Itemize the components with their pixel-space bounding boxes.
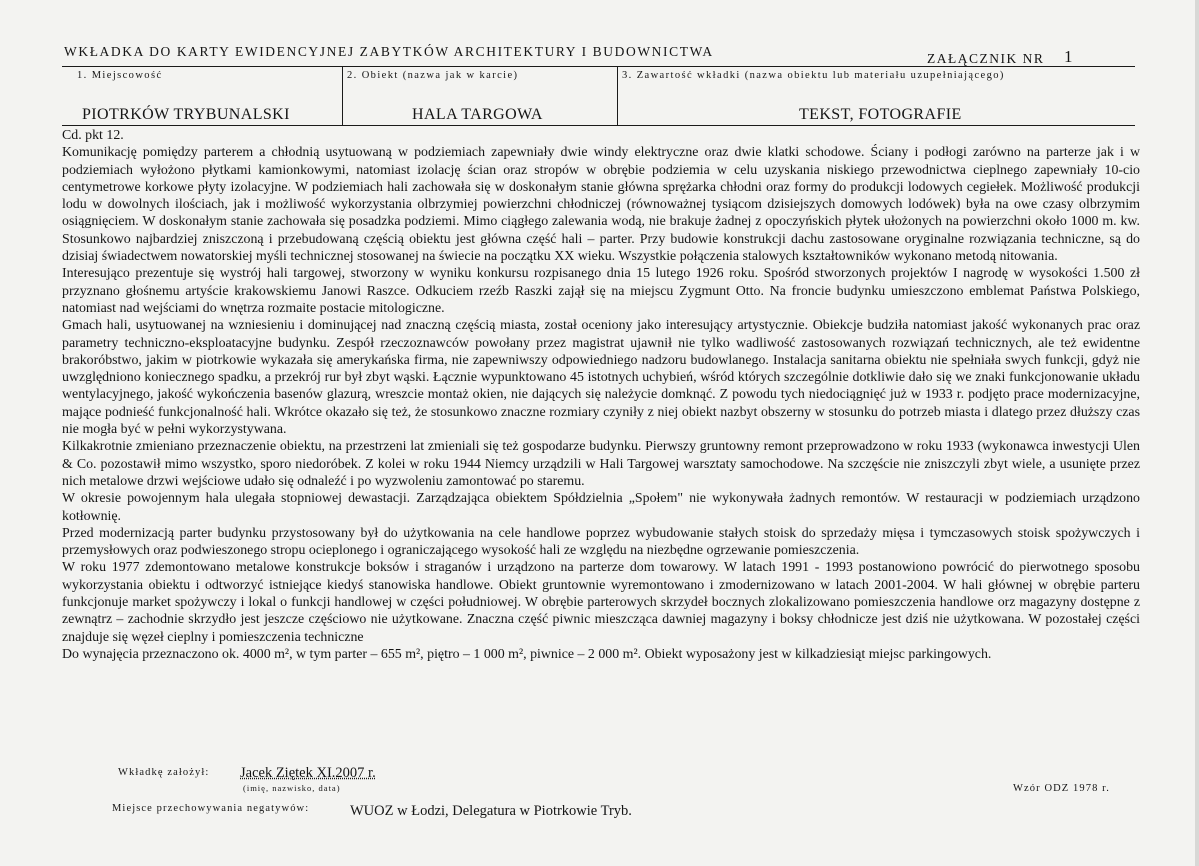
- annex-number: 1: [1064, 47, 1073, 66]
- paragraph: Interesująco prezentuje się wystrój hali targowej, stworzony w wyniku konkursu rozpisanego dnia 15 lutego 1926 roku. Spośród stworzonych projektów I nagrodę w wysokości 1.500 zł przyznano głośnemu artyście krakowskiemu Janowi Raszce. Odkuciem rzeźb Raszki zajął się na miejscu Zygmunt Otto. Na froncie budynku umieszczono emblemat Państwa Polskiego, natomiast nad wejściami do wnętrza rozmaite postacie mitologiczne.: [62, 266, 1140, 316]
- paragraph: Cd. pkt 12.: [62, 128, 124, 143]
- paragraph: Gmach hali, usytuowanej na wzniesieniu i dominującej nad znaczną częścią miasta, został oceniony jako interesujący artystycznie. Obiekcje budziła natomiast jakość wykonanych prac oraz parametry techniczno-eksploatacyjne budynku. Zespół rzeczoznawców powołany przez magistrat ujawnił nie tylko wadliwość zastosowanych rozwiązań technicznych, ale też ewidentne brakoróbstwo, jakim w piotrkowie wykazała się amerykańska firma, nie zapewniwszy odpowiedniego nadzoru budowlanego. Instalacja sanitarna obiektu nie spełniała swych funkcji, gdyż nie uwzględniono koniecznego spadku, a przekrój rur był zbyt wąski. Łącznie wypunktowano 45 istotnych uchybień, wśród których szczególnie dotkliwie dało się we znaki funkcjonowanie układu wentylacyjnego, jakość wykończenia basenów glazurą, wreszcie montaż okien, nie dających się należycie domknąć. Z powodu tych niedociągnięć już w 1933 r. podjęto prace modernizacyjne, mające podnieść funkcjonalność hali. Wkrótce okazało się też, że stosunkowo znaczne rozmiary czyniły z niej obiekt nazbyt obszerny w stosunku do potrzeb miasta i dlatego przez dłuższy czas nie mogła być w pełni wykorzystywana.: [62, 318, 1140, 438]
- field-value-locality: PIOTRKÓW TRYBUNALSKI: [82, 106, 290, 123]
- table-top-border: [62, 66, 1135, 67]
- field-label-object: 2. Obiekt (nazwa jak w karcie): [347, 70, 519, 81]
- field-value-content: TEKST, FOTOGRAFIE: [799, 106, 962, 123]
- author-label: Wkładkę założył:: [118, 767, 210, 778]
- field-value-object: HALA TARGOWA: [412, 106, 543, 123]
- form-title: WKŁADKA DO KARTY EWIDENCYJNEJ ZABYTKÓW ARCHITEKTURY I BUDOWNICTWA: [64, 44, 714, 59]
- author-caption: (imię, nazwisko, data): [243, 783, 341, 793]
- table-divider-2: [617, 66, 618, 126]
- table-bottom-border: [62, 125, 1135, 126]
- page-edge: [1195, 0, 1199, 866]
- table-divider-1: [342, 66, 343, 126]
- paragraph: W okresie powojennym hala ulegała stopniowej dewastacji. Zarządzająca obiektem Spółdzielnia „Społem" nie wykonywała żadnych remontów. W restauracji w podziemiach urządzono kotłownię.: [62, 491, 1140, 524]
- description-text: [62, 127, 1140, 663]
- author-value: Jacek Ziętek XI.2007 r.: [240, 765, 376, 781]
- paragraph: W roku 1977 zdemontowano metalowe konstrukcje boksów i straganów i urządzono na parterze dom towarowy. W latach 1991 - 1993 postanowiono powrócić do pierwotnego sposobu wykorzystania obiektu i odtworzyć istniejące kiedyś stanowiska handlowe. Obiekt gruntownie wyremontowano i zmodernizowano w latach 2001-2004. W hali głównej w obrębie parteru funkcjonuje market spożywczy i lokal o funkcji handlowej w części południowej. W obrębie parterowych skrzydeł bocznych zlokalizowano pomieszczenia handlowe orz magazyny dostępne z zewnątrz – zachodnie skrzydło jest jeszcze częściowo nie użytkowane. Znaczna część piwnic mieszcząca dawniej magazyny i boksy chłodnicze jest dziś nie użytkowana. W pozostałej części znajduje się węzeł cieplny i pomieszczenia techniczne: [62, 560, 1140, 645]
- annex-label: ZAŁĄCZNIK NR: [927, 51, 1045, 66]
- paragraph: Kilkakrotnie zmieniano przeznaczenie obiektu, na przestrzeni lat zmieniali się też gospodarze budynku. Pierwszy gruntowny remont przeprowadzono w roku 1933 (wykonawca inwestycji Ulen & Co. pozostawił mimo wszystko, sporo niedoróbek. Z kolei w roku 1944 Niemcy urządzili w Hali Targowej warsztaty samochodowe. Na szczęście nie zniszczyli zbyt wiele, a usunięte przez nich metalowe drzwi wejściowe udało się odnaleźć i po wyzwoleniu zamontować po staremu.: [62, 439, 1140, 489]
- paragraph: Przed modernizacją parter budynku przystosowany był do użytkowania na cele handlowe poprzez wybudowanie stałych stoisk do sprzedaży mięsa i tymczasowych stoisk spożywczych i przemysłowych oraz podwieszonego stropu ocieplonego i ograniczającego wysokość hali ze względu na niezbędne ogrzewanie pomieszczenia.: [62, 525, 1140, 559]
- paragraph: Do wynajęcia przeznaczono ok. 4000 m², w tym parter – 655 m², piętro – 1 000 m², piwnice – 2 000 m². Obiekt wyposażony jest w kilkadziesiąt miejsc parkingowych.: [62, 646, 992, 662]
- negatives-value: WUOZ w Łodzi, Delegatura w Piotrkowie Tryb.: [350, 803, 632, 819]
- negatives-label: Miejsce przechowywania negatywów:: [112, 803, 310, 814]
- field-label-content: 3. Zawartość wkładki (nazwa obiektu lub materiału uzupełniającego): [622, 70, 1005, 81]
- field-label-locality: 1. Miejscowość: [77, 70, 163, 81]
- paragraph: Komunikację pomiędzy parterem a chłodnią usytuowaną w podziemiach zapewniały dwie windy elektryczne oraz dwie klatki schodowe. Ściany i podłogi zarówno na parterze jak i w podziemiach wyłożono płytkami kamionkowymi, natomiast izolację ścian oraz stropów w obrębie podziemia w celu uzyskania niskiego przewodnictwa cieplnego zapewniały 10-cio centymetrowe korkowe płyty izolacyjne. W podziemiach hali zachowała się w doskonałym stanie główna sprężarka chłodni oraz formy do produkcji lodowych cegiełek. Możliwość produkcji lodu w dowolnych ilościach, jak i możliwość wykorzystania olbrzymiej powierzchni chłodniczej (równoważnej tysiącom dzisiejszych domowych lodówek) była na owe czasy olbrzymim osiągnięciem. W doskonałym stanie zachowała się posadzka podziemi. Mimo ciągłego zalewania wodą, nie brakuje żadnej z opoczyńskich płytek ułożonych na powierzchni około 1000 m. kw. Stosunkowo najbardziej zniszczoną i przebudowaną częścią obiektu jest główna część hali – parter. Przy budowie konstrukcji dachu zastosowane oryginalne rozwiązania techniczne, są do dzisiaj świadectwem nowatorskiej myśli technicznej stosowanej na świecie na początku XX wieku. Wszystkie połączenia stalowych kształtowników wykonano metodą nitowania.: [62, 145, 1140, 265]
- form-template-mark: Wzór ODZ 1978 r.: [1013, 783, 1110, 794]
